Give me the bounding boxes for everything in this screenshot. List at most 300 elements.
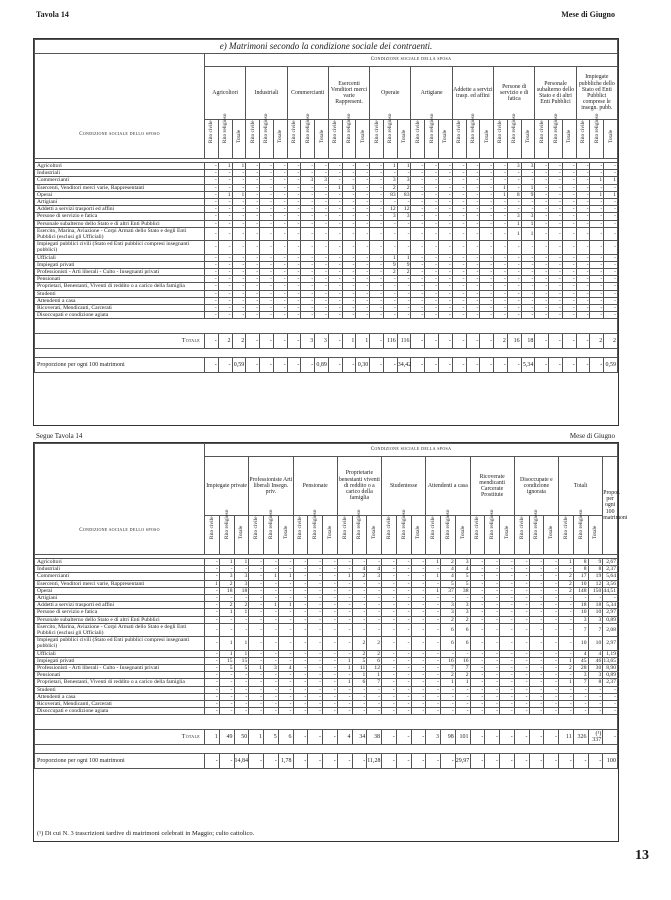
sub-column-header: Totale xyxy=(277,129,284,143)
proportion-cell: 14,84 xyxy=(234,754,249,769)
cell: - xyxy=(352,609,367,616)
cell: 10 xyxy=(573,637,588,650)
cell: - xyxy=(529,701,544,708)
cell: 2,37 xyxy=(603,566,618,573)
cell: - xyxy=(507,206,521,213)
cell: - xyxy=(205,177,219,184)
cell: - xyxy=(246,227,260,240)
cell: - xyxy=(466,254,480,261)
cell: - xyxy=(382,580,397,587)
cell: - xyxy=(260,290,274,297)
cell: - xyxy=(382,595,397,602)
sub-column-header: Rito civile xyxy=(290,120,297,143)
cell: - xyxy=(278,701,293,708)
cell: 2 xyxy=(367,650,382,657)
proportion-cell: 34,42 xyxy=(397,358,411,373)
table-row xyxy=(35,650,618,657)
cell: - xyxy=(411,163,425,170)
cell: - xyxy=(396,686,411,693)
cell: - xyxy=(260,241,274,254)
cell: - xyxy=(370,290,384,297)
cell: - xyxy=(466,269,480,276)
cell: - xyxy=(411,609,426,616)
cell: - xyxy=(544,602,559,609)
cell: - xyxy=(323,616,338,623)
cell: - xyxy=(425,220,439,227)
proportion-cell: 0,89 xyxy=(315,358,329,373)
cell: - xyxy=(590,170,604,177)
cell: 16 xyxy=(441,657,456,664)
cell: - xyxy=(219,701,234,708)
cell: - xyxy=(328,290,342,297)
cell: - xyxy=(500,701,515,708)
cell: - xyxy=(205,312,219,319)
cell: - xyxy=(485,679,500,686)
cell: - xyxy=(500,573,515,580)
cell: - xyxy=(439,213,453,220)
cell: - xyxy=(315,261,329,268)
total-cell: 2 xyxy=(494,334,508,349)
cell: 1 xyxy=(521,184,535,191)
cell: - xyxy=(396,693,411,700)
sub-column-header: Totale xyxy=(592,525,599,539)
cell: - xyxy=(573,693,588,700)
cell: - xyxy=(323,672,338,679)
cell: - xyxy=(315,170,329,177)
cell: - xyxy=(514,602,529,609)
cell: - xyxy=(205,693,220,700)
total-cell: 3 xyxy=(315,334,329,349)
cell: - xyxy=(219,595,234,602)
cell: - xyxy=(232,276,246,283)
cell: - xyxy=(328,191,342,198)
cell: - xyxy=(293,657,308,664)
proportion-cell: - xyxy=(485,754,500,769)
cell: - xyxy=(535,163,549,170)
cell: - xyxy=(370,305,384,312)
cell: - xyxy=(425,199,439,206)
cell: 3 xyxy=(573,616,588,623)
cell: 38 xyxy=(455,587,470,594)
cell: - xyxy=(397,220,411,227)
cell: - xyxy=(500,708,515,715)
cell: - xyxy=(337,637,352,650)
cell: - xyxy=(529,623,544,636)
cell: - xyxy=(273,283,287,290)
cell: - xyxy=(370,283,384,290)
cell: - xyxy=(500,657,515,664)
cell: 5 xyxy=(441,580,456,587)
cell: - xyxy=(218,241,232,254)
total-cell: 3 xyxy=(301,334,315,349)
cell: - xyxy=(590,220,604,227)
group-header: Impiegate private xyxy=(205,457,249,516)
cell: 2,97 xyxy=(603,637,618,650)
cell: - xyxy=(562,261,576,268)
cell: - xyxy=(439,241,453,254)
cell: - xyxy=(328,170,342,177)
cell: 8 xyxy=(573,566,588,573)
cell: - xyxy=(219,616,234,623)
cell: - xyxy=(507,276,521,283)
cell: - xyxy=(356,184,370,191)
cell: 2,67 xyxy=(603,559,618,566)
cell: - xyxy=(352,708,367,715)
cell: 1 xyxy=(219,637,234,650)
cell: - xyxy=(514,672,529,679)
cell: - xyxy=(500,609,515,616)
cell: - xyxy=(535,269,549,276)
cell: - xyxy=(544,623,559,636)
cell: - xyxy=(323,657,338,664)
cell: - xyxy=(466,297,480,304)
cell: 1,19 xyxy=(603,650,618,657)
cell: - xyxy=(470,573,485,580)
cell: - xyxy=(480,227,494,240)
cell: - xyxy=(328,254,342,261)
cell: - xyxy=(590,290,604,297)
cell: - xyxy=(315,254,329,261)
cell: - xyxy=(264,609,279,616)
cell: - xyxy=(480,191,494,198)
cell: - xyxy=(323,580,338,587)
cell: - xyxy=(396,701,411,708)
cell: - xyxy=(356,297,370,304)
cell: - xyxy=(559,616,574,623)
cell: - xyxy=(218,283,232,290)
cell: - xyxy=(337,580,352,587)
total-cell: - xyxy=(603,730,618,745)
total-cell: - xyxy=(480,334,494,349)
cell: - xyxy=(205,276,219,283)
proportion-cell: 100 xyxy=(603,754,618,769)
cell: - xyxy=(264,701,279,708)
cell: - xyxy=(301,254,315,261)
cell: 1 xyxy=(205,580,220,587)
cell: 1 xyxy=(397,254,411,261)
cell: - xyxy=(249,580,264,587)
cell: - xyxy=(218,206,232,213)
cell: - xyxy=(260,199,274,206)
cell: - xyxy=(500,650,515,657)
cell: - xyxy=(426,665,441,672)
cell: - xyxy=(356,199,370,206)
cell: - xyxy=(529,595,544,602)
group-header: Artigiane xyxy=(411,67,452,120)
cell: - xyxy=(576,261,590,268)
cell: - xyxy=(205,297,219,304)
cell: - xyxy=(507,290,521,297)
cell: - xyxy=(337,587,352,594)
cell: - xyxy=(590,254,604,261)
cell: - xyxy=(308,701,323,708)
row-label: Addetti a servizi trasporti ed affini xyxy=(35,206,205,213)
cell: - xyxy=(559,602,574,609)
row-label: Commercianti xyxy=(35,573,205,580)
cell: - xyxy=(485,573,500,580)
cell: - xyxy=(590,283,604,290)
cell: - xyxy=(426,686,441,693)
cell: - xyxy=(342,254,356,261)
table-row xyxy=(35,657,618,664)
cell: - xyxy=(425,177,439,184)
cell: - xyxy=(573,595,588,602)
cell: - xyxy=(273,261,287,268)
cell: - xyxy=(205,708,220,715)
cell: - xyxy=(507,269,521,276)
cell: - xyxy=(411,269,425,276)
cell: - xyxy=(544,559,559,566)
cell: - xyxy=(535,206,549,213)
cell: - xyxy=(604,227,618,240)
cell: - xyxy=(604,220,618,227)
cell: - xyxy=(356,241,370,254)
section-title: e) Matrimoni secondo la condizione sociale dei contraenti. xyxy=(35,40,618,54)
cell: - xyxy=(576,269,590,276)
cell: - xyxy=(308,566,323,573)
sub-column-header: Rito civile xyxy=(414,120,421,143)
cell: - xyxy=(521,241,535,254)
cell: - xyxy=(205,269,219,276)
sub-column-header: Rito civile xyxy=(562,516,569,539)
cell: - xyxy=(485,580,500,587)
cell: - xyxy=(604,290,618,297)
cell: - xyxy=(521,177,535,184)
cell: 10 xyxy=(588,609,603,616)
sub-column-header: Rito religioso xyxy=(469,113,476,143)
cell: - xyxy=(287,163,301,170)
total-cell: - xyxy=(452,334,466,349)
cell: - xyxy=(396,559,411,566)
cell: - xyxy=(439,283,453,290)
cell: - xyxy=(521,170,535,177)
cell: - xyxy=(249,566,264,573)
cell: - xyxy=(264,595,279,602)
cell: - xyxy=(383,199,397,206)
cell: 6 xyxy=(455,623,470,636)
cell: - xyxy=(397,290,411,297)
cell: - xyxy=(337,650,352,657)
total-cell: 2 xyxy=(590,334,604,349)
cell: 3 xyxy=(397,177,411,184)
cell: - xyxy=(485,650,500,657)
cell: 30 xyxy=(588,665,603,672)
cell: - xyxy=(411,693,426,700)
cell: - xyxy=(218,312,232,319)
cell: 2 xyxy=(455,672,470,679)
cell: - xyxy=(308,623,323,636)
cell: - xyxy=(507,241,521,254)
cell: - xyxy=(441,708,456,715)
cell: 15 xyxy=(234,657,249,664)
cell: - xyxy=(356,312,370,319)
total-cell: 326 xyxy=(573,730,588,745)
cell: - xyxy=(521,290,535,297)
cell: 1 xyxy=(219,609,234,616)
cell: - xyxy=(535,283,549,290)
cell: 4 xyxy=(441,566,456,573)
cell: - xyxy=(411,665,426,672)
cell: - xyxy=(382,559,397,566)
sub-column-header: Rito civile xyxy=(430,516,437,539)
cell: - xyxy=(466,191,480,198)
cell: 1 xyxy=(426,559,441,566)
cell: - xyxy=(232,199,246,206)
cell: - xyxy=(218,297,232,304)
cell: 1 xyxy=(559,559,574,566)
cell: 3 xyxy=(588,672,603,679)
cell: - xyxy=(232,213,246,220)
cell: - xyxy=(367,701,382,708)
cell: - xyxy=(549,206,563,213)
cell: 5 xyxy=(455,580,470,587)
cell: - xyxy=(301,305,315,312)
cell: - xyxy=(315,213,329,220)
cell: - xyxy=(219,693,234,700)
cell: - xyxy=(529,573,544,580)
cell: - xyxy=(273,276,287,283)
cell: - xyxy=(466,261,480,268)
cell: - xyxy=(278,595,293,602)
cell: 2,97 xyxy=(603,609,618,616)
cell: - xyxy=(588,693,603,700)
cell: - xyxy=(293,602,308,609)
total-row xyxy=(35,334,618,349)
cell: - xyxy=(425,191,439,198)
cell: - xyxy=(308,616,323,623)
cell: - xyxy=(278,623,293,636)
cell: - xyxy=(452,163,466,170)
total-cell: 3 xyxy=(426,730,441,745)
cell: - xyxy=(315,191,329,198)
cell: - xyxy=(232,227,246,240)
table-row xyxy=(35,679,618,686)
cell: 7 xyxy=(455,665,470,672)
proportion-cell: - xyxy=(205,754,220,769)
cell: - xyxy=(205,261,219,268)
sub-column-header: Totale xyxy=(371,525,378,539)
cell: - xyxy=(507,283,521,290)
cell: 9 xyxy=(588,559,603,566)
cell: - xyxy=(293,573,308,580)
cell: - xyxy=(218,269,232,276)
cell: - xyxy=(441,693,456,700)
cell: - xyxy=(529,609,544,616)
cell: 150 xyxy=(588,587,603,594)
total-cell: - xyxy=(411,334,425,349)
cell: - xyxy=(337,609,352,616)
cell: - xyxy=(411,220,425,227)
cell: - xyxy=(507,184,521,191)
cell: - xyxy=(218,170,232,177)
cell: - xyxy=(273,241,287,254)
group-header: Industriali xyxy=(246,67,287,120)
cell: - xyxy=(342,297,356,304)
cell: - xyxy=(573,708,588,715)
proportion-cell: - xyxy=(308,754,323,769)
cell: - xyxy=(425,290,439,297)
cell: - xyxy=(529,616,544,623)
sub-column-header: Totale xyxy=(238,525,245,539)
sub-column-header: Rito civile xyxy=(373,120,380,143)
cell: - xyxy=(485,609,500,616)
cell: - xyxy=(470,708,485,715)
cell: - xyxy=(205,657,220,664)
cell: 6 xyxy=(441,623,456,636)
cell: - xyxy=(370,276,384,283)
cell: - xyxy=(590,213,604,220)
cell: - xyxy=(260,227,274,240)
cell: - xyxy=(439,163,453,170)
cell: - xyxy=(260,254,274,261)
cell: - xyxy=(232,305,246,312)
cell: - xyxy=(411,701,426,708)
proportion-cell: - xyxy=(590,358,604,373)
cell: - xyxy=(494,312,508,319)
cell: - xyxy=(337,602,352,609)
sub-column-header: Rito religioso xyxy=(400,509,407,539)
cell: - xyxy=(342,283,356,290)
cell: - xyxy=(521,283,535,290)
cell: - xyxy=(287,254,301,261)
cell: - xyxy=(425,206,439,213)
cell: 44,51 xyxy=(603,587,616,594)
cell: - xyxy=(273,177,287,184)
total-cell: - xyxy=(549,334,563,349)
cell: - xyxy=(370,213,384,220)
cell: - xyxy=(396,665,411,672)
group-header: Persone di servizio e di fatica xyxy=(494,67,535,120)
sub-column-header: Totale xyxy=(282,525,289,539)
cell: 1 xyxy=(352,672,367,679)
cell: - xyxy=(370,227,384,240)
cell: - xyxy=(411,213,425,220)
cell: - xyxy=(249,679,264,686)
cell: - xyxy=(246,283,260,290)
cell: - xyxy=(529,587,544,594)
cell: - xyxy=(396,609,411,616)
cell: - xyxy=(549,213,563,220)
table-row xyxy=(35,580,618,587)
cell: - xyxy=(411,227,425,240)
cell: - xyxy=(342,290,356,297)
cell: - xyxy=(301,184,315,191)
cell: 1 xyxy=(559,679,574,686)
cell: - xyxy=(396,595,411,602)
cell: - xyxy=(549,276,563,283)
cell: - xyxy=(549,177,563,184)
cell: - xyxy=(308,595,323,602)
cell: 3 xyxy=(234,573,249,580)
cell: - xyxy=(411,587,426,594)
cell: - xyxy=(562,241,576,254)
cell: 3 xyxy=(507,213,521,220)
cell: - xyxy=(562,213,576,220)
cell: - xyxy=(249,609,264,616)
total-cell: 6 xyxy=(278,730,293,745)
cell: - xyxy=(425,305,439,312)
sposa-header: Condizione sociale della sposa xyxy=(205,54,618,67)
cell: 15 xyxy=(219,657,234,664)
cell: - xyxy=(301,241,315,254)
proportion-cell: - xyxy=(293,754,308,769)
cell: - xyxy=(264,587,279,594)
cell: - xyxy=(249,616,264,623)
cell: - xyxy=(576,312,590,319)
cell: - xyxy=(287,297,301,304)
group-header: Pensionate xyxy=(293,457,337,516)
cell: - xyxy=(205,701,220,708)
